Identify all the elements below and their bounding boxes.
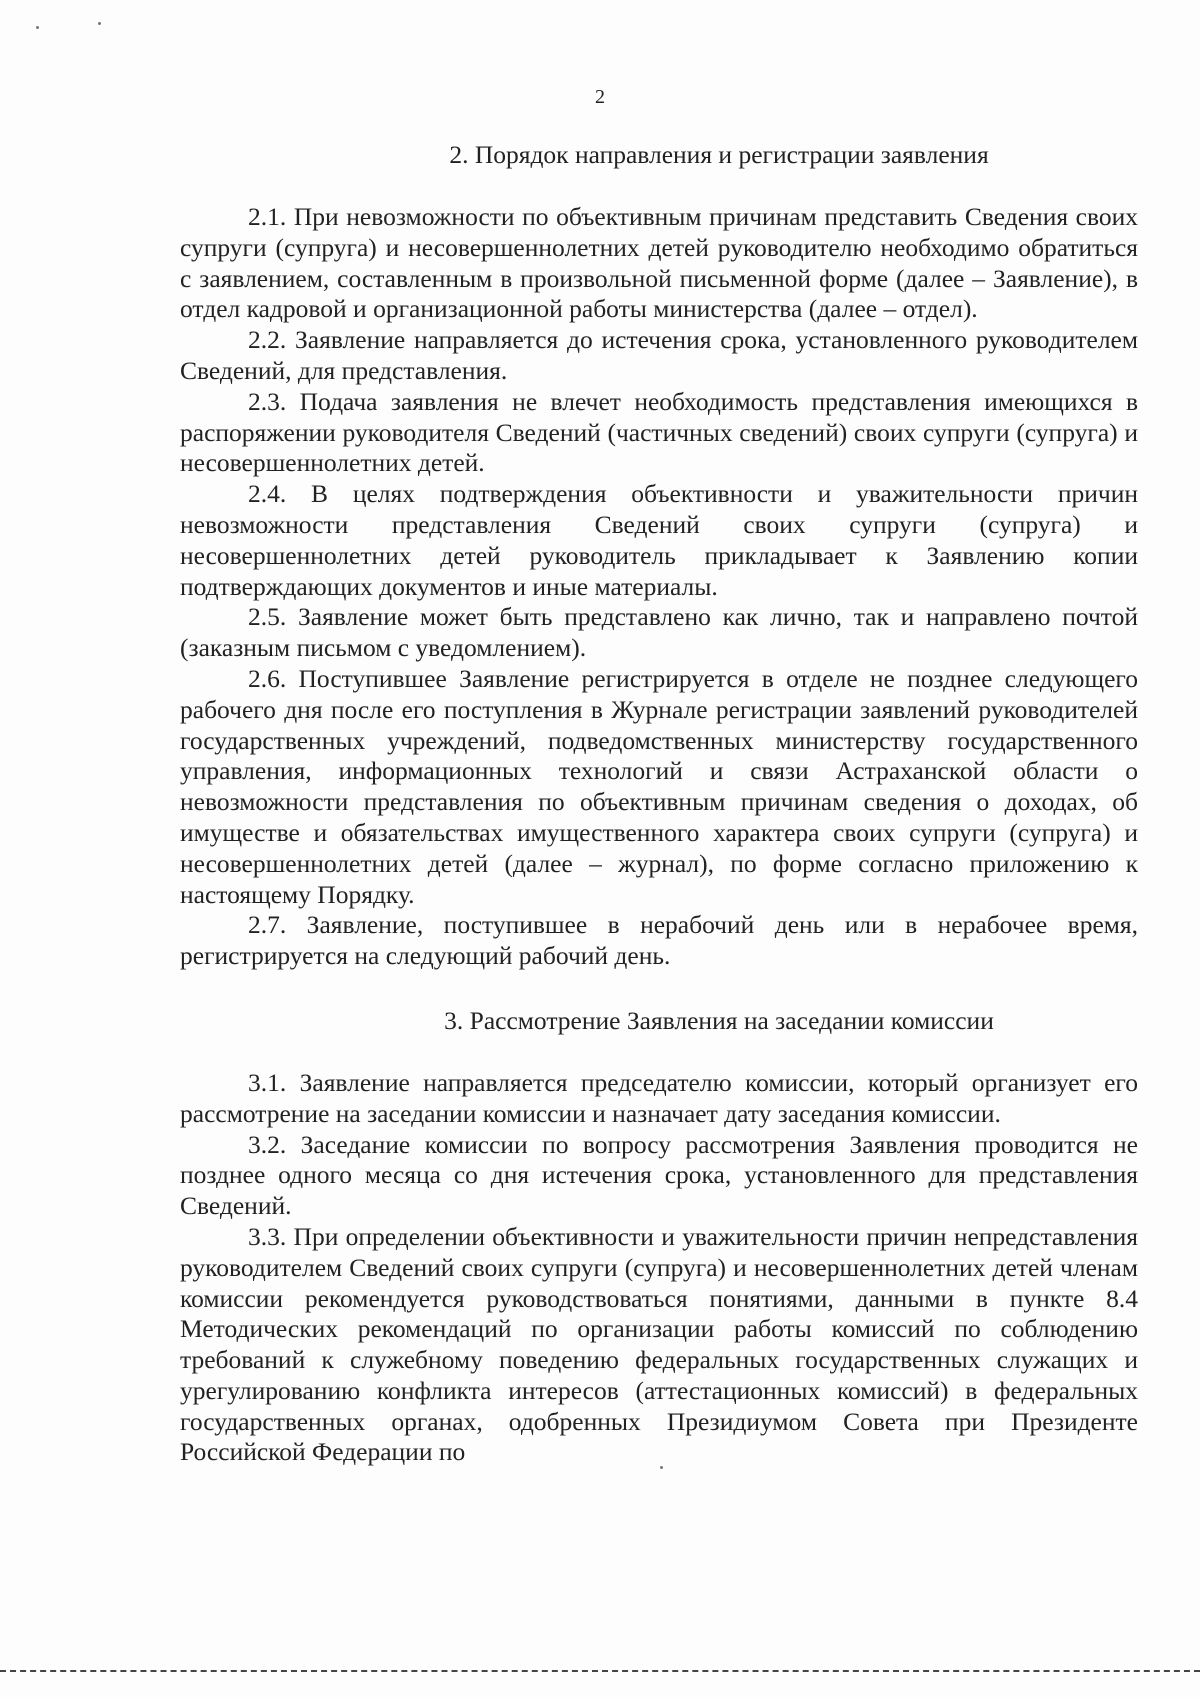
page-number: 2 [595,86,605,108]
scan-bottom-edge [0,1670,1200,1672]
section-heading: 3. Рассмотрение Заявления на заседании комиссии [444,1005,994,1035]
paragraph-3-2: 3.2. Заседание комиссии по вопросу рассмотрения Заявления проводится не позднее одного месяца со дня истечения срока, установленного для представления Сведений. [180,1129,1138,1221]
paragraph-2-1: 2.1. При невозможности по объективным причинам представить Сведения своих супруги (супруга) и несовершеннолетних детей руководителю необходимо обратиться с заявлением, составленным в произвольной письменной форме (далее – Заявление), в отдел кадровой и организационной работы министерства (далее – отдел). [180,202,1138,324]
paragraph-3-3: 3.3. При определении объективности и уважительности причин непредставления руководителем Сведений своих супруги (супруга) и несовершеннолетних детей членам комиссии рекомендуется руководствоваться понятиями, данными в пункте 8.4 Методических рекомендаций по организации работы комиссий по соблюдению требований к служебному поведению федеральных государственных служащих и урегулированию конфликта интересов (аттестационных комиссий) в федеральных государственных органах, одобренных Президиумом Совета при Президенте Российской Федерации по [180,1221,1138,1467]
section-heading: 2. Порядок направления и регистрации заявления [449,140,989,169]
paragraph-2-2: 2.2. Заявление направляется до истечения срока, установленного руководителем Сведений, для представления. [180,325,1138,385]
paragraph-2-5: 2.5. Заявление может быть представлено как лично, так и направлено почтой (заказным письмом с уведомлением). [180,602,1138,663]
paragraph-2-4: 2.4. В целях подтверждения объективности и уважительности причин невозможности представления Сведений своих супруги (супруга) и несовершеннолетних детей руководитель прикладывает к Заявлению копии подтверждающих документов и иные материалы. [180,479,1138,601]
paragraph-2-3: 2.3. Подача заявления не влечет необходимость представления имеющихся в распоряжении руководителя Сведений (частичных сведений) своих супруги (супруга) и несовершеннолетних детей. [180,386,1138,478]
paragraph-2-7: 2.7. Заявление, поступившее в нерабочий день или в нерабочее время, регистрируется на следующий рабочий день. [180,910,1138,971]
document-body [180,140,1138,1468]
scan-speck [36,26,39,29]
paragraph-2-6: 2.6. Поступившее Заявление регистрируется в отделе не позднее следующего рабочего дня после его поступления в Журнале регистрации заявлений руководителей государственных учреждений, подведомственных министерству государственного управления, информационных технологий и связи Астраханской области о невозможности представления по объективным причинам сведения о доходах, об имуществе и обязательствах имущественного характера своих супруги (супруга) и несовершеннолетних детей (далее – журнал), по форме согласно приложению к настоящему Порядку. [180,663,1138,909]
scan-speck [98,22,101,25]
paragraph-3-1: 3.1. Заявление направляется председателю комиссии, который организует его рассмотрение на заседании комиссии и назначает дату заседания комиссии. [180,1067,1138,1128]
